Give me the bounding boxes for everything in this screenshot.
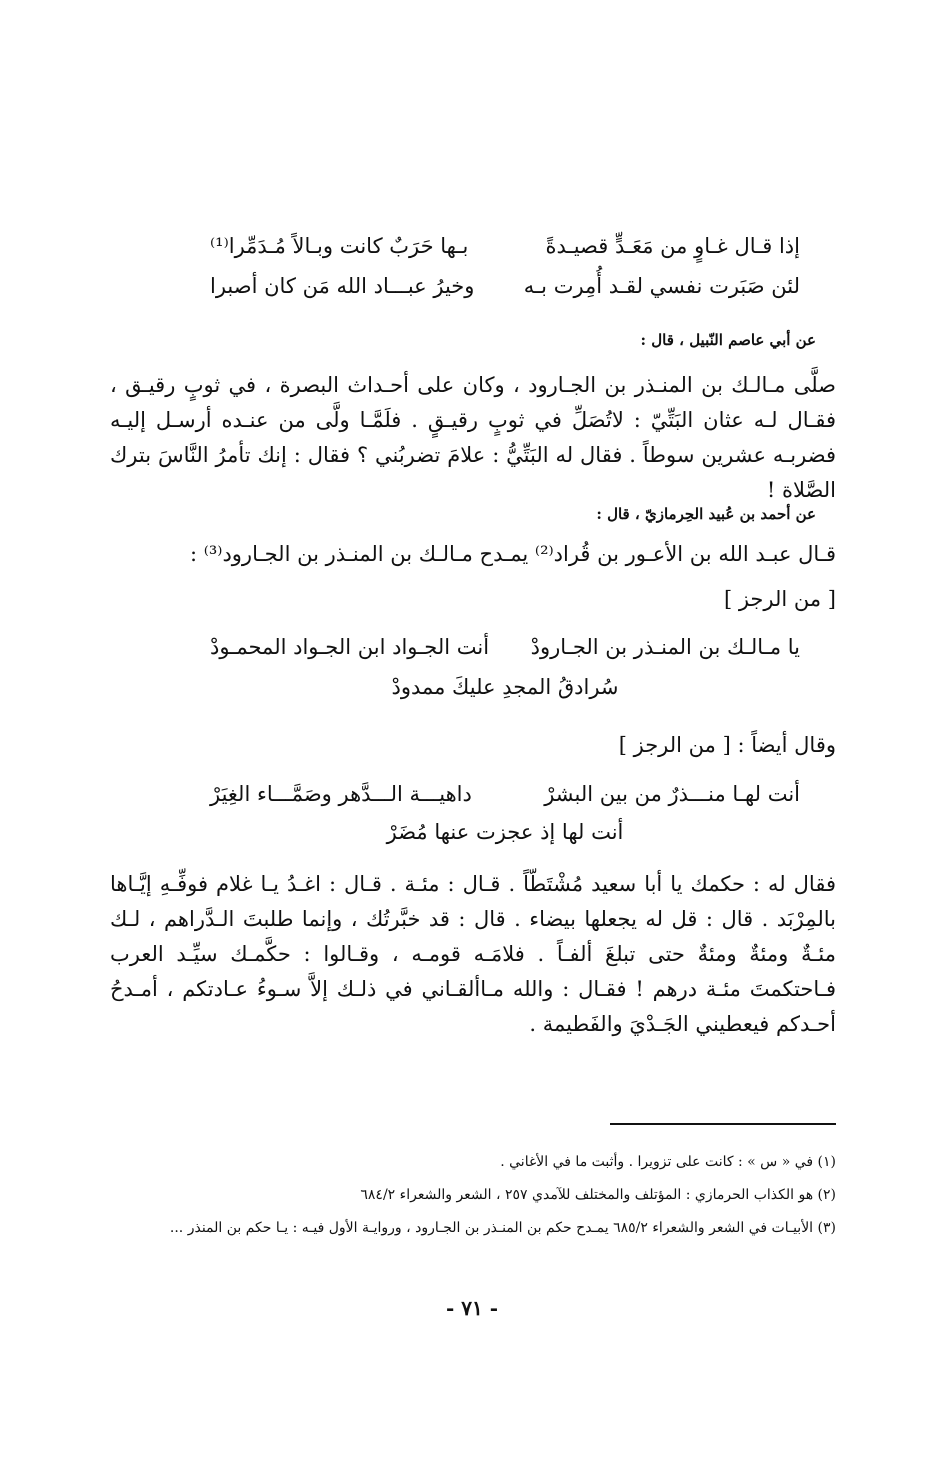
narration-source: عن أحمد بن عُبيد الحِرمازيّ ، قال : [596, 505, 816, 523]
verse-first-hemistich: إذا قـال غـاوٍ من مَعَـدٍّ قصيـدةً [545, 234, 800, 258]
paragraph: صلَّى مـالـك بن المنـذر بن الجـارود ، وكان على أحـداث البصرة ، في ثوبٍ رقيـق ، فقـال لـه عثان البَتِّيّ : لاتُصَلِّ في ثوبٍ رقيـقٍ . فلَمَّـا ولَّى من عنـده أرسـل إليـه فضربـه عشرين سوطاً . فقال له البَتِّيُّ : علامَ تضربُني ؟ فقال : إنك تأمرُ النَّاسَ بترك الصَّلاة ! [110, 373, 836, 502]
intro-line: وقال أيضاً : [ من الرجز ] [618, 733, 836, 757]
page-number: - ٧١ - [445, 1296, 498, 1320]
verse-first-hemistich: أنت لهـا منـــذرٌ من بين البشرْ [544, 782, 800, 806]
verse-single-line: سُرادقُ المجدِ عليكَ ممدودْ [391, 675, 619, 699]
footnote: (٢) هو الكذاب الحرمازي : المؤتلف والمختلف للآمدي ٢٥٧ ، الشعر والشعراء ٦٨٤/٢ [360, 1187, 836, 1203]
verse-first-hemistich: لئن صَبَرت نفسي لقـد أُمِرت بـه [523, 274, 800, 298]
verse-second-hemistich: بـها حَرَبٌ كانت وبـالاً مُـدَمِّرا⁽¹⁾ [210, 234, 469, 258]
verse-second-hemistich: وخيرُ عبـــاد الله مَن كان أصبرا [210, 274, 475, 298]
paragraph: فقال له : حكمك يا أبا سعيد مُشْتَطّاً . قـال : مئـة . قـال : اغـدُ يـا غلام فوفِّـهِ إيَّـاها بالمِرْبَد . قال : قل له يجعلها بيضاء . قال : قد خبَّرتُك ، وإنما طلبتَ الـدَّراهم ، لـك مئـةٌ ومئةٌ ومئةٌ حتى تبلغَ ألفـاً . فلامَـه قومـه ، وقـالوا : حكَّمـك سيِّـد العرب فـاحتكمتَ مئـة درهم ! فقـال : والله مـاألقـاني في ذلـك إلاَّ سـوءُ عـادتكم ، أمـدحُ أحـدكم فيعطيني الجَـدْيَ والفَطيمة . [110, 872, 836, 1036]
verse-first-hemistich: يا مـالـك بن المنـذر بن الجـارودْ [530, 635, 800, 659]
footnote: (١) في « س » : كانت على تزويرا . وأثبت ما في الأغاني . [500, 1154, 836, 1170]
verse-single-line: أنت لها إذ عجزت عنها مُضَرْ [386, 820, 624, 844]
verse-second-hemistich: داهيـــة الـــدَّهر وصَمَّـــاء الغِيَرْ [210, 782, 472, 806]
meter-label: [ من الرجز ] [723, 587, 836, 611]
footnote: (٣) الأبيـات في الشعر والشعراء ٦٨٥/٢ يمـدح حكم بن المنـذر بن الجـارود ، وروايـة الأول فيـه : يـا حكم بن المنذر ... [169, 1220, 836, 1236]
footnote-separator [610, 1123, 836, 1125]
verse-second-hemistich: أنت الجـواد ابن الجـواد المحمـودْ [210, 635, 490, 659]
paragraph: قـال عبـد الله بن الأعـور بن قُراد⁽²⁾ يمـدح مـالـك بن المنـذر بن الجـارود⁽³⁾ : [189, 542, 836, 566]
narration-source: عن أبي عاصم النّبيل ، قال : [640, 331, 816, 349]
